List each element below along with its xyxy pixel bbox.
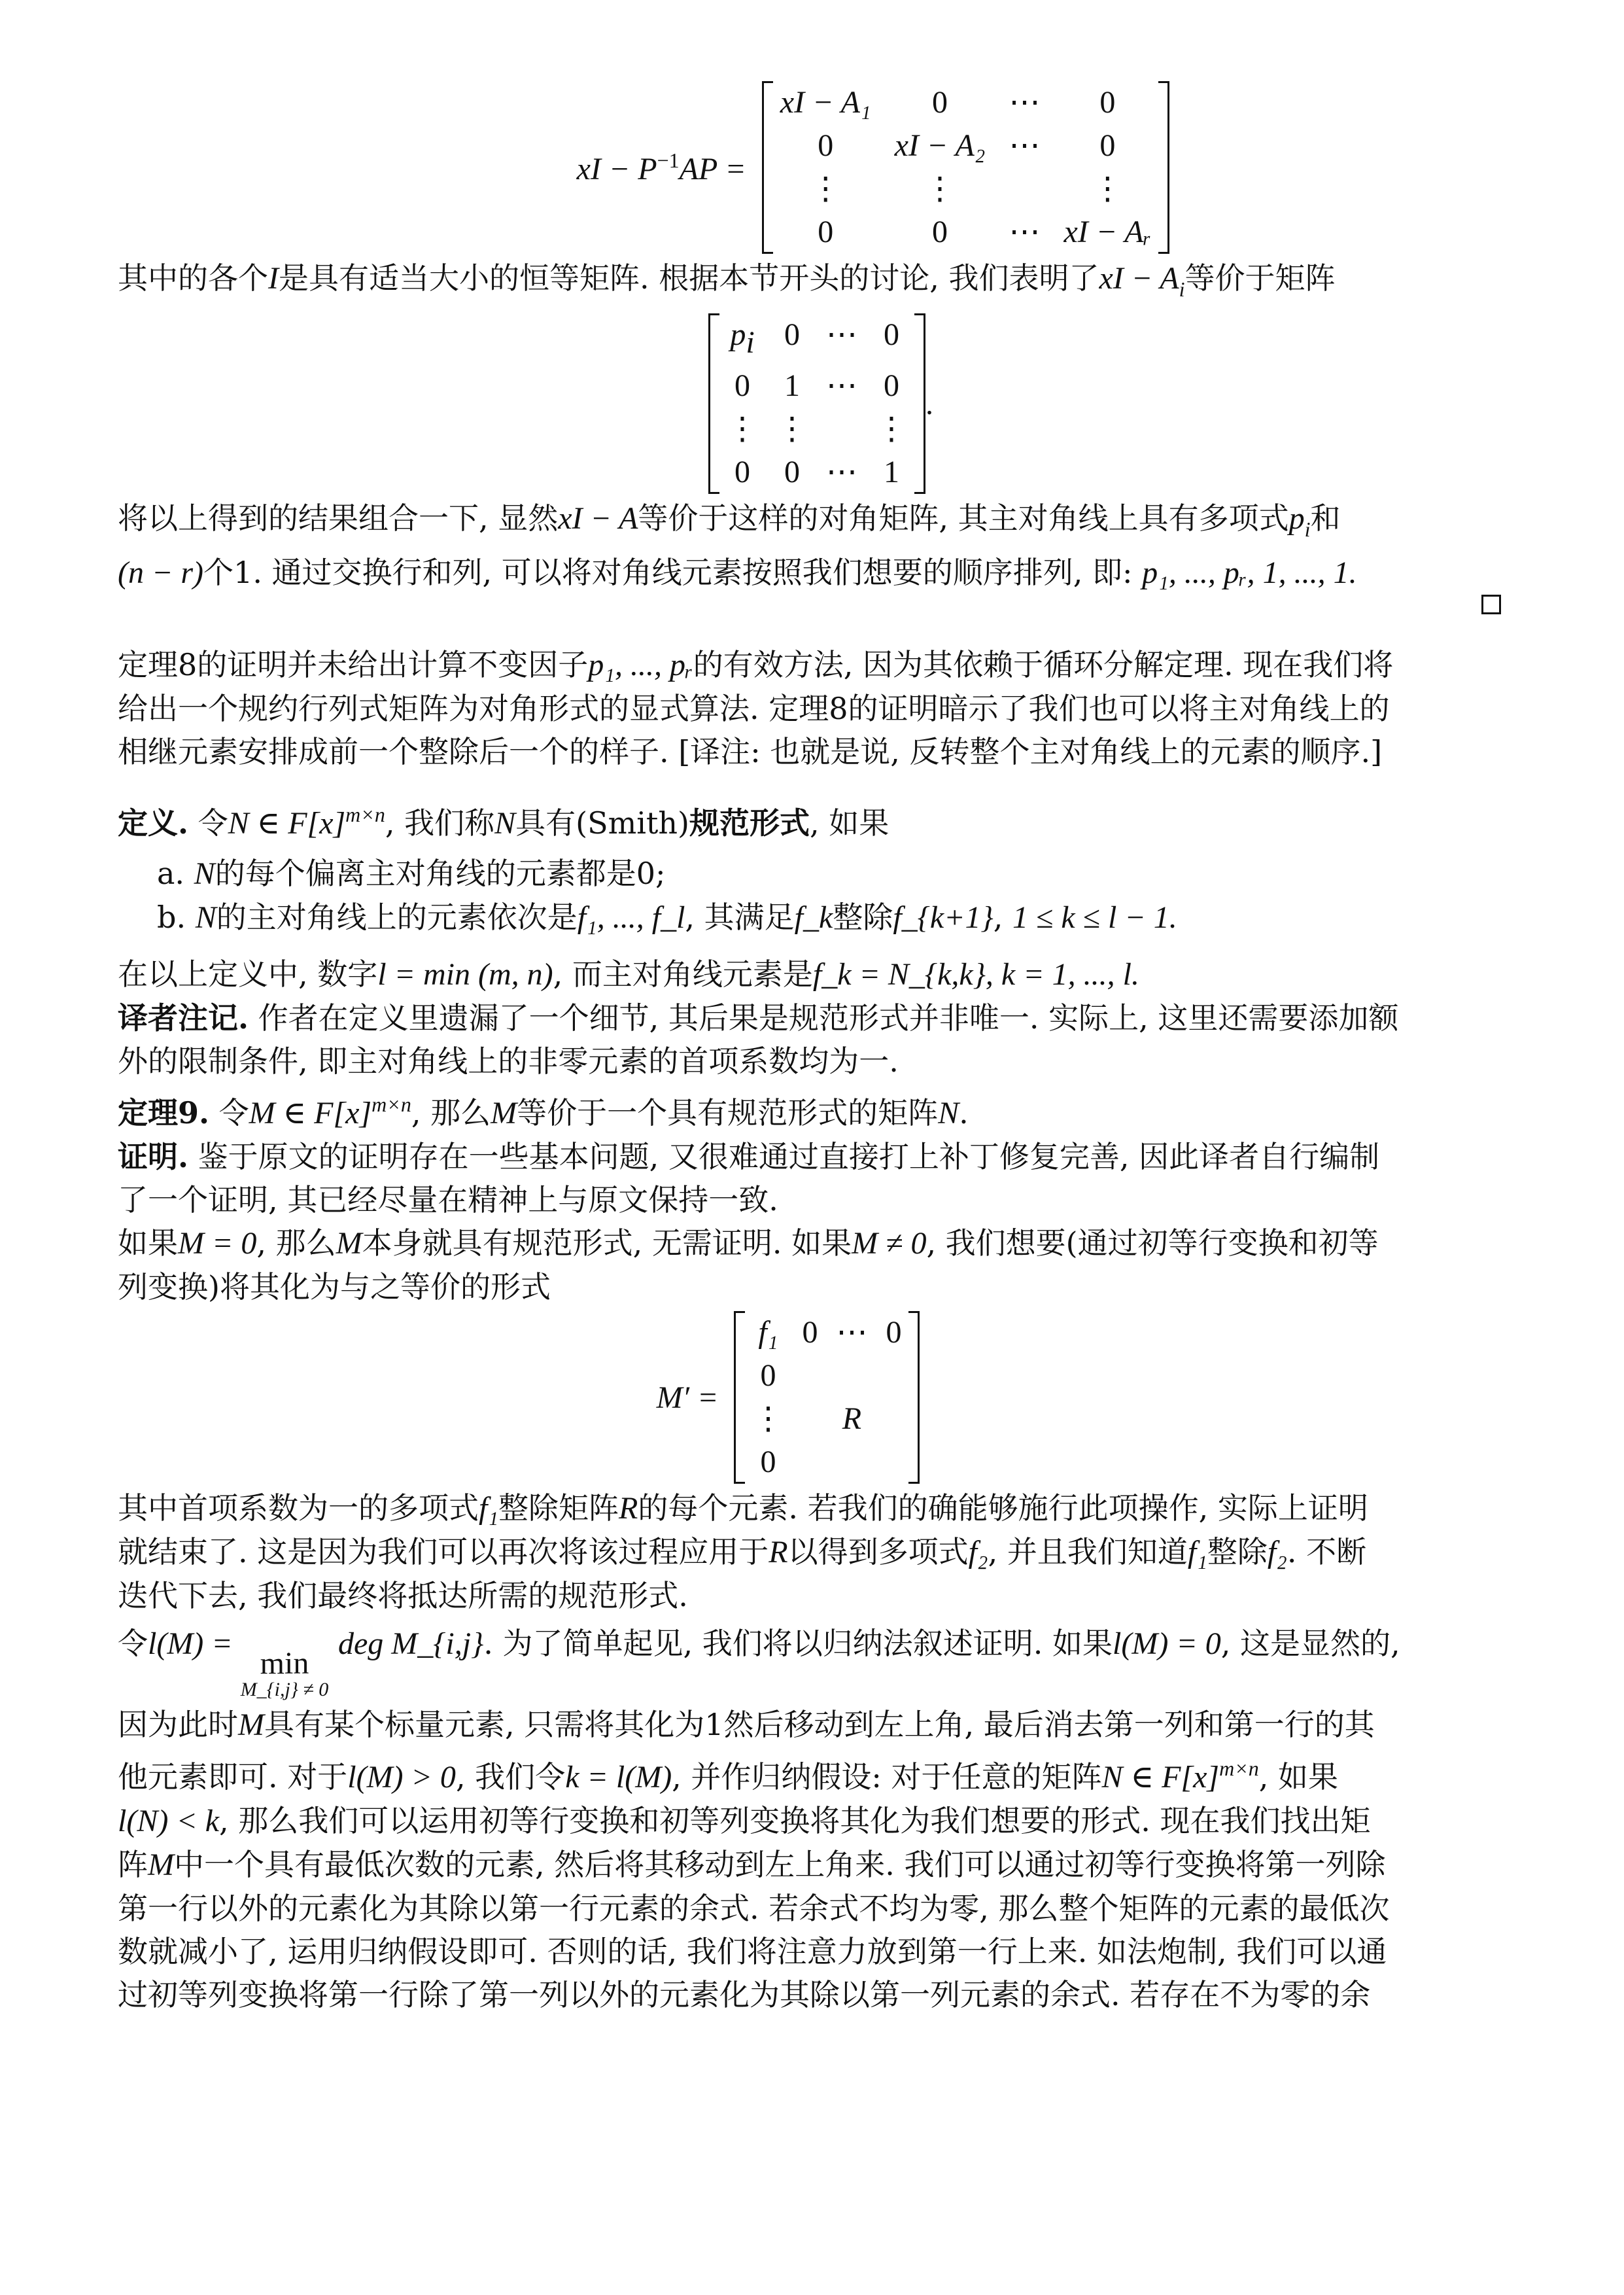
translator-note-line1: 译者注记. 作者在定义里遗漏了一个细节, 其后果是规范形式并非唯一. 实际上, 这里还需要添加额 (118, 1000, 1399, 1036)
para6-line6: 第一行以外的元素化为其除以第一行元素的余式. 若余式不均为零, 那么整个矩阵的元素的最低次 (118, 1891, 1390, 1926)
paragraph-combine-line1: 将以上得到的结果组合一下, 显然xI − A等价于这样的对角矩阵, 其主对角线上具有多项式$p_i$和 (118, 500, 1341, 541)
para6-line2: 因为此时M具有某个标量元素, 只需将其化为1然后移动到左上角, 最后消去第一列和第一行的其 (118, 1707, 1375, 1742)
qed-square-icon (1481, 595, 1501, 614)
equation-period: . (925, 386, 933, 421)
diagonal-p-matrix: pi 0 ⋯ 0 0 1 ⋯ 0 ⋮ ⋮ ⋮ 0 0 ⋯ 1 (708, 313, 925, 494)
proof-line2: 了一个证明, 其已经尽量在精神上与原文保持一致. (118, 1182, 778, 1218)
paragraph-identity: 其中的各个I是具有适当大小的恒等矩阵. 根据本节开头的讨论, 我们表明了xI − $A_i$等价于矩阵 (118, 260, 1336, 301)
equation-block-companion (144, 313, 1498, 494)
paragraph-theorem8-line3: 相继元素安排成前一个整除后一个的样子. [译注: 也就是说, 反转整个主对角线上的元素的顺序.] (118, 734, 1383, 769)
reduced-matrix: f₁ 0 ⋯ 0 0 ⋮ R 0 (734, 1311, 920, 1484)
min-operator: min M_{i,j} ≠ 0 (240, 1646, 329, 1700)
definition-heading: 定义. 令N ∈ $F[x]^{m\times n}$, 我们称N具有(Smith)规范形式, 如果 (118, 803, 890, 841)
paragraph-theorem8-line1: 定理8的证明并未给出计算不变因子p₁, ..., pᵣ的有效方法, 因为其依赖于循环分解定理. 现在我们将 (118, 647, 1394, 682)
equation-lhs: xI − $P^{-1}AP$ = (576, 148, 746, 186)
block-diagonal-matrix: xI − A₁ 0 ⋯ 0 0 xI − A₂ ⋯ 0 ⋮ ⋮ ⋮ 0 0 ⋯ xI − Aᵣ (762, 81, 1170, 254)
equation-block-mprime (78, 1311, 1498, 1484)
proof-line4: 列变换)将其化为与之等价的形式 (118, 1269, 551, 1305)
list-item: a. N的每个偏离主对角线的元素都是0; (157, 856, 666, 891)
para6-line8: 过初等列变换将第一行除了第一列以外的元素化为其除以第一列元素的余式. 若存在不为零的余 (118, 1977, 1371, 2012)
para5-line3: 迭代下去, 我们最终将抵达所需的规范形式. (118, 1578, 688, 1613)
paragraph-definition-note: 在以上定义中, 数字l = min (m, n), 而主对角线元素是f_k = N_{k,k}, k = 1, ..., l. (118, 956, 1139, 992)
para5-line1: 其中首项系数为一的多项式f₁整除矩阵R的每个元素. 若我们的确能够施行此项操作, 实际上证明 (118, 1490, 1368, 1526)
equation-block-conjugate (249, 81, 1498, 254)
para6-line7: 数就减小了, 运用归纳假设即可. 否则的话, 我们将注意力放到第一行上来. 如法炮制, 我们可以通 (118, 1934, 1387, 1969)
proof-line3: 如果M = 0, 那么M本身就具有规范形式, 无需证明. 如果M ≠ 0, 我们想要(通过初等行变换和初等 (118, 1225, 1379, 1261)
document-page (118, 79, 1498, 2016)
definition-conditions-list (157, 852, 1498, 939)
proof-line1: 证明. 鉴于原文的证明存在一些基本问题, 又很难通过直接打上补丁修复完善, 因此译者自行编制 (118, 1139, 1380, 1174)
theorem9-statement: 定理9. 令M ∈ $F[x]^{m\times n}$, 那么M等价于一个具有规范形式的矩阵N. (118, 1093, 969, 1130)
translator-note-line2: 外的限制条件, 即主对角线上的非零元素的首项系数均为一. (118, 1043, 899, 1079)
paragraph-combine-line2: (n − r)个1. 通过交换行和列, 可以将对角线元素按照我们想要的顺序排列, 即: p₁, ..., pᵣ, 1, ..., 1. (118, 555, 1357, 590)
para6-line1: 令l(M) = min M_{i,j} ≠ 0 deg M_{i,j}. 为了简单起见, 我们将以归纳法叙述证明. 如果l(M) = 0, 这是显然的, (118, 1617, 1498, 1703)
equation-lhs: M′ = (656, 1380, 719, 1415)
para6-line3: 他元素即可. 对于l(M) > 0, 我们令k = l(M), 并作归纳假设: 对于任意的矩阵N ∈ $F[x]^{m\times n}$, 如果 (118, 1757, 1339, 1795)
para6-line5: 阵M中一个具有最低次数的元素, 然后将其移动到左上角来. 我们可以通过初等行变换将第一列除 (118, 1847, 1386, 1882)
list-item: b. N的主对角线上的元素依次是f₁, ..., f_l, 其满足f_k整除f_{k+1}, 1 ≤ k ≤ l − 1. (157, 900, 1177, 935)
para5-line2: 就结束了. 这是因为我们可以再次将该过程应用于R以得到多项式f₂, 并且我们知道f₁整除f₂. 不断 (118, 1534, 1367, 1569)
para6-line4: l(N) < k, 那么我们可以运用初等行变换和初等列变换将其化为我们想要的形式. 现在我们找出矩 (118, 1803, 1371, 1838)
paragraph-theorem8-line2: 给出一个规约行列式矩阵为对角形式的显式算法. 定理8的证明暗示了我们也可以将主对角线上的 (118, 691, 1390, 726)
